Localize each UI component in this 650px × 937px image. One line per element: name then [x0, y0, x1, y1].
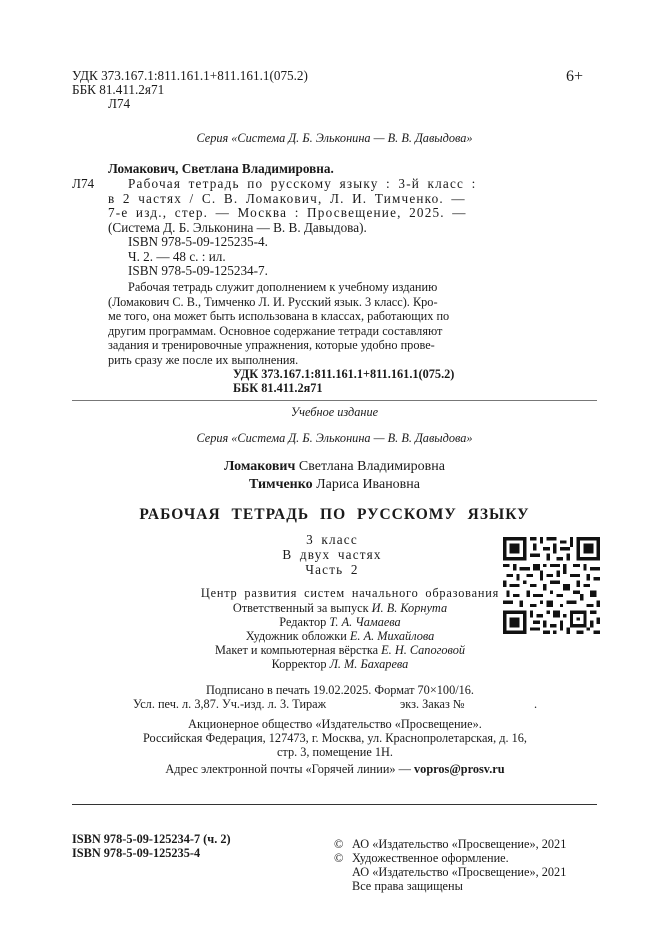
hotline-label: Адрес электронной почты «Горячей линии» — [165, 762, 415, 776]
header-series: Серия «Система Д. Б. Эльконина — В. В. Давыдова» [196, 131, 473, 145]
hotline-email: vopros@prosv.ru [414, 762, 505, 776]
annotation-line-3: ме того, она может быть использована в классах, работающих по [108, 309, 450, 323]
credit-name: Е. Н. Сапоговой [381, 643, 466, 657]
copyright-line-1: АО «Издательство «Просвещение», 2021 [352, 837, 567, 851]
author-1-surname: Ломакович [224, 459, 296, 474]
card-bib-line-2: в 2 частях / С. В. Ломакович, Л. И. Тимченко. — [108, 190, 466, 206]
grade: 3 класс [306, 532, 358, 547]
qr-code-icon [503, 537, 600, 634]
header-udk: УДК 373.167.1:811.161.1+811.161.1(075.2) [72, 68, 308, 83]
credit-role: Редактор [279, 615, 327, 629]
print-line-2c: . [534, 697, 538, 711]
credit-name: Л. М. Бахарева [329, 657, 409, 671]
annotation-line-2: (Ломакович С. В., Тимченко Л. И. Русский язык. 3 класс). Кро- [108, 294, 438, 309]
author-2-surname: Тимченко [248, 477, 313, 492]
annotation-line-6: рить сразу же после их выполнения. [108, 352, 299, 367]
publisher-line-3: стр. 3, помещение 1Н. [276, 745, 394, 759]
footer-isbn-part: ISBN 978-5-09-125234-7 (ч. 2) [72, 832, 231, 846]
credit-editor [160, 615, 520, 629]
footer-isbn-set: ISBN 978-5-09-125235-4 [72, 846, 201, 860]
credit-role: Художник обложки [245, 629, 347, 643]
author-1 [72, 458, 597, 475]
divider-top [72, 400, 597, 401]
copyright-symbol-2: © [334, 851, 344, 865]
annotation-line-1: Рабочая тетрадь служит дополнением к учебному изданию [128, 280, 438, 294]
annotation-line-4: другим программам. Основное содержание тетради составляют [108, 323, 443, 338]
credit-role: Макет и компьютерная вёрстка [214, 643, 379, 657]
credit-proofreader [160, 657, 520, 671]
publisher-line-2: Российская Федерация, 127473, г. Москва, ул. Краснопролетарская, д. 16, [142, 731, 528, 745]
card-isbn-set: ISBN 978-5-09-125235-4. [128, 234, 268, 249]
imprint-series: Серия «Система Д. Б. Эльконина — В. В. Давыдова» [196, 431, 473, 445]
credit-layout [160, 643, 520, 657]
copyright-line-3: АО «Издательство «Просвещение», 2021 [352, 865, 567, 879]
author-1-given: Светлана Владимировна [298, 459, 445, 474]
credit-name: Т. А. Чамаева [329, 615, 401, 629]
author-2 [72, 476, 597, 493]
card-udk: УДК 373.167.1:811.161.1+811.161.1(075.2) [233, 367, 455, 381]
credit-cover-artist [160, 629, 520, 643]
card-bib-line-3: 7-е изд., стер. — Москва : Просвещение, 2025. — [108, 205, 467, 220]
copyright-line-2: Художественное оформление. [352, 851, 509, 865]
book-title: РАБОЧАЯ ТЕТРАДЬ ПО РУССКОМУ ЯЗЫКУ [139, 506, 530, 523]
divider-bottom [72, 804, 597, 805]
card-pages: Ч. 2. — 48 с. : ил. [128, 248, 226, 264]
card-bib-line-4: (Система Д. Б. Эльконина — В. В. Давыдова). [108, 219, 367, 235]
card-code: Л74 [72, 176, 95, 191]
center-name: Центр развития систем начального образования [200, 586, 500, 600]
rights-line: Все права защищены [352, 879, 463, 893]
author-2-given: Лариса Ивановна [316, 477, 420, 492]
print-line-2a: Усл. печ. л. 3,87. Уч.-изд. л. 3. Тираж [133, 697, 327, 711]
publisher-line-1: Акционерное общество «Издательство «Просвещение». [188, 717, 482, 731]
print-line-2b: экз. Заказ № [400, 697, 465, 711]
credit-role: Ответственный за выпуск [232, 601, 369, 615]
credit-name: И. В. Корнута [371, 601, 448, 615]
header-code: Л74 [108, 96, 131, 111]
part-number: Часть 2 [305, 562, 359, 577]
credit-role: Корректор [271, 657, 327, 671]
edition-type: Учебное издание [290, 405, 379, 419]
annotation-line-5: задания и тренировочные упражнения, которые удобно прове- [108, 338, 435, 352]
print-line-1: Подписано в печать 19.02.2025. Формат 70×100/16. [205, 683, 474, 697]
hotline [80, 762, 590, 776]
card-bib-line-1: Рабочая тетрадь по русскому языку : 3-й класс : [128, 176, 477, 191]
parts: В двух частях [282, 547, 382, 562]
header-bbk: ББК 81.411.2я71 [72, 82, 165, 97]
credit-name: Е. А. Михайлова [349, 629, 435, 643]
credit-responsible [160, 601, 520, 615]
card-isbn-part: ISBN 978-5-09-125234-7. [128, 263, 268, 278]
age-rating: 6+ [566, 68, 584, 85]
card-author-heading: Ломакович, Светлана Владимировна. [108, 161, 334, 176]
copyright-symbol-1: © [334, 837, 344, 851]
card-bbk: ББК 81.411.2я71 [233, 381, 323, 395]
